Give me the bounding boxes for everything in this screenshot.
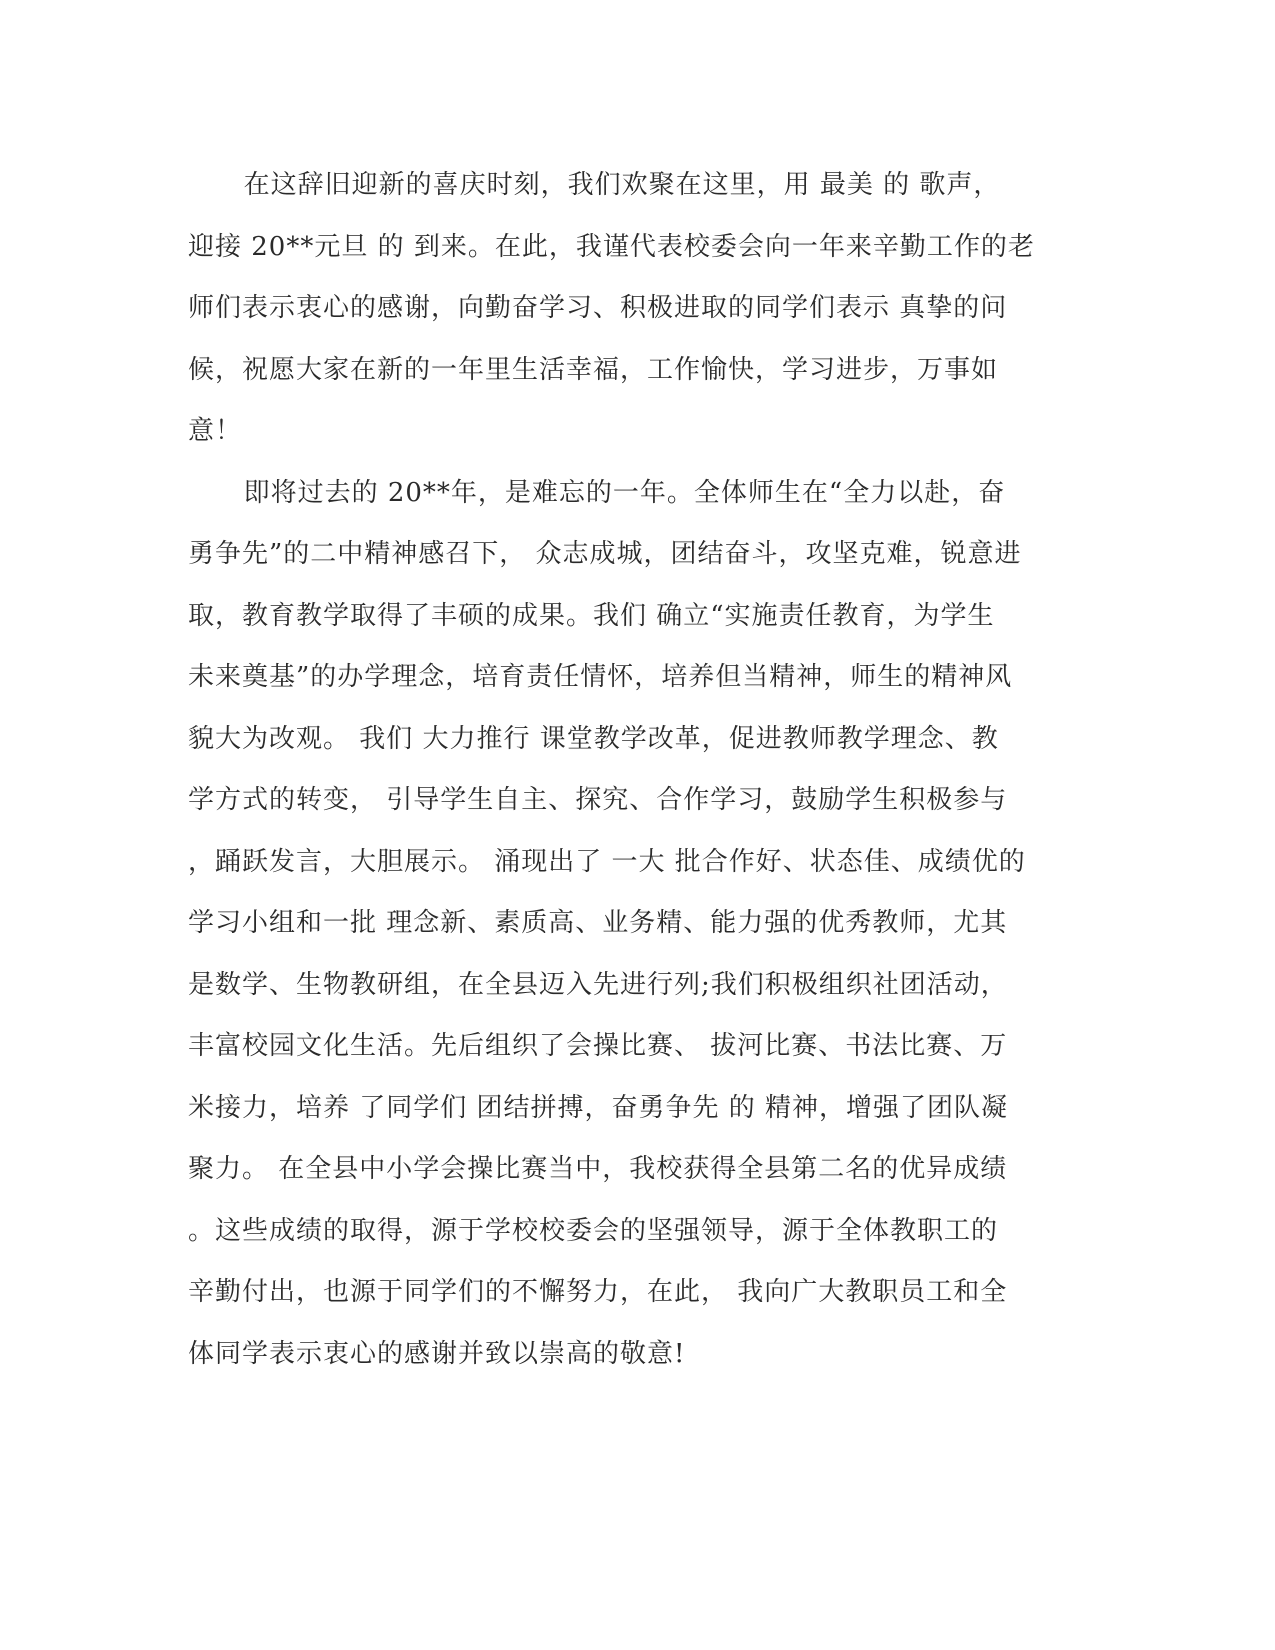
text-line: 是数学、生物教研组，在全县迈入先进行列;我们积极组织社团活动，	[188, 969, 1008, 1000]
text-line: 迎接 20**元旦 的 到来。在此，我谨代表校委会向一年来辛勤工作的老	[188, 231, 1035, 262]
text-line: 体同学表示衷心的感谢并致以崇高的敬意!	[188, 1338, 686, 1369]
text-line: 师们表示衷心的感谢，向勤奋学习、积极进取的同学们表示 真挚的问	[188, 293, 1008, 323]
text-line: ，踊跃发言，大胆展示。 涌现出了 一大 批合作好、状态佳、成绩优的	[188, 846, 1026, 877]
text-line: 米接力，培养 了同学们 团结拼搏，奋勇争先 的 精神，增强了团队凝	[188, 1092, 1009, 1123]
text-line: 貌大为改观。 我们 大力推行 课堂教学改革，促进教师教学理念、教	[188, 723, 999, 754]
text-line: 。这些成绩的取得，源于学校校委会的坚强领导，源于全体教职工的	[188, 1215, 999, 1246]
text-line: 未来奠基”的办学理念，培育责任情怀，培养但当精神，师生的精神风	[188, 662, 1013, 692]
text-line: 丰富校园文化生活。先后组织了会操比赛、 拔河比赛、书法比赛、万	[188, 1031, 1008, 1061]
text-line: 在这辞旧迎新的喜庆时刻，我们欢聚在这里，用 最美 的 歌声，	[188, 170, 1001, 200]
text-line: 意！	[188, 416, 243, 446]
text-line: 候，祝愿大家在新的一年里生活幸福，工作愉快，学习进步，万事如	[188, 354, 999, 385]
text-line: 学习小组和一批 理念新、素质高、业务精、能力强的优秀教师，尤其	[188, 908, 1008, 938]
text-line: 取，教育教学取得了丰硕的成果。我们 确立“实施责任教育，为学生	[188, 600, 995, 631]
text-line: 即将过去的 20**年，是难忘的一年。全体师生在“全力以赴，奋	[188, 477, 1006, 508]
text-line: 聚力。 在全县中小学会操比赛当中，我校获得全县第二名的优异成绩	[188, 1154, 1008, 1184]
text-line: 学方式的转变， 引导学生自主、探究、合作学习，鼓励学生积极参与	[188, 785, 1008, 815]
text-line: 辛勤付出，也源于同学们的不懈努力，在此， 我向广大教职员工和全	[188, 1277, 1008, 1307]
text-line: 勇争先”的二中精神感召下， 众志成城，团结奋斗，攻坚克难，锐意进	[188, 539, 1022, 569]
document-body	[188, 155, 1088, 1385]
